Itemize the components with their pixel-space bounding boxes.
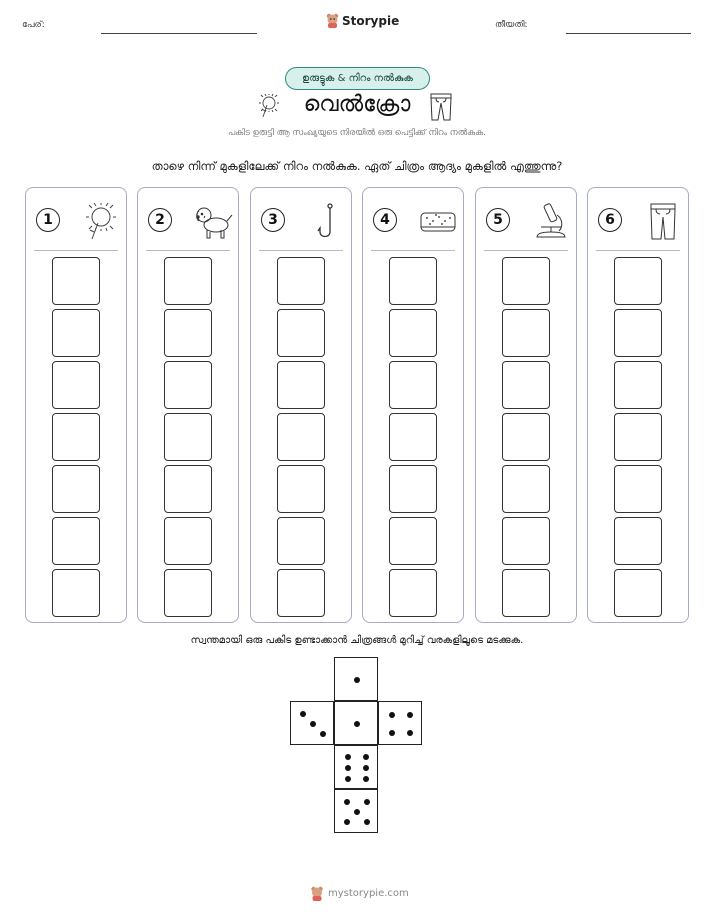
dice-pip xyxy=(354,721,360,727)
column-3 xyxy=(250,187,352,623)
column-2 xyxy=(137,187,239,623)
burr-icon xyxy=(81,201,121,241)
dice-pip xyxy=(364,819,370,825)
pants-icon xyxy=(428,92,454,122)
color-box[interactable] xyxy=(502,361,550,409)
date-line[interactable] xyxy=(566,33,691,34)
dice-face-1[interactable] xyxy=(334,657,378,701)
color-box[interactable] xyxy=(389,361,437,409)
bear-icon xyxy=(326,13,339,28)
dice-pip xyxy=(354,677,360,683)
dice-pip xyxy=(364,799,370,805)
dice-pip xyxy=(300,711,306,717)
name-label: പേര്: xyxy=(22,20,45,30)
color-box[interactable] xyxy=(502,413,550,461)
column-divider xyxy=(371,250,455,251)
color-box[interactable] xyxy=(164,257,212,305)
dice-pip xyxy=(310,721,316,727)
column-4 xyxy=(362,187,464,623)
dice-pip xyxy=(407,712,413,718)
color-box[interactable] xyxy=(164,309,212,357)
subtitle: പകിട ഉരുട്ടി ആ സംഖ്യയുടെ നിരയിൽ ഒരു പെട്ടിക്ക് നിറം നൽകുക. xyxy=(228,128,486,138)
column-number: 6 xyxy=(598,208,622,232)
color-box[interactable] xyxy=(389,465,437,513)
color-box[interactable] xyxy=(164,361,212,409)
color-box[interactable] xyxy=(52,465,100,513)
color-box[interactable] xyxy=(52,257,100,305)
dice-pip xyxy=(363,765,369,771)
dice-pip xyxy=(363,776,369,782)
color-box[interactable] xyxy=(502,569,550,617)
color-box[interactable] xyxy=(277,465,325,513)
column-1 xyxy=(25,187,127,623)
dice-pip xyxy=(345,776,351,782)
column-divider xyxy=(259,250,343,251)
dice-pip xyxy=(320,731,326,737)
color-box[interactable] xyxy=(502,309,550,357)
color-box[interactable] xyxy=(164,517,212,565)
net-instruction: സ്വന്തമായി ഒരു പകിട ഉണ്ടാക്കാൻ ചിത്രങ്ങൾ മുറിച്ച് വരകളിലൂടെ മടക്കുക. xyxy=(190,635,524,646)
page-title: വെൽക്രോ xyxy=(303,92,411,117)
hook-icon xyxy=(306,201,346,241)
color-box[interactable] xyxy=(164,465,212,513)
color-box[interactable] xyxy=(389,569,437,617)
color-box[interactable] xyxy=(277,257,325,305)
dice-pip xyxy=(363,754,369,760)
color-box[interactable] xyxy=(614,309,662,357)
column-5 xyxy=(475,187,577,623)
color-box[interactable] xyxy=(389,257,437,305)
color-box[interactable] xyxy=(389,309,437,357)
storypie-logo xyxy=(326,13,399,28)
color-box[interactable] xyxy=(52,517,100,565)
column-number: 1 xyxy=(36,208,60,232)
date-label: തീയതി: xyxy=(495,20,528,30)
color-box[interactable] xyxy=(614,569,662,617)
dice-face-6[interactable] xyxy=(334,745,378,789)
color-box[interactable] xyxy=(614,361,662,409)
name-line[interactable] xyxy=(101,33,257,34)
bear-icon xyxy=(310,886,324,901)
dice-pip xyxy=(345,754,351,760)
column-divider xyxy=(34,250,118,251)
dice-pip xyxy=(344,819,350,825)
column-divider xyxy=(484,250,568,251)
color-box[interactable] xyxy=(277,569,325,617)
color-box[interactable] xyxy=(277,361,325,409)
dice-face-5[interactable] xyxy=(334,789,378,833)
color-box[interactable] xyxy=(164,569,212,617)
color-box[interactable] xyxy=(52,413,100,461)
dice-face-3[interactable] xyxy=(290,701,334,745)
instruction: താഴെ നിന്ന് മുകളിലേക്ക് നിറം നൽകുക. ഏത് ചിത്രം ആദ്യം മുകളിൽ എത്തുന്നു? xyxy=(151,159,563,173)
dog-icon xyxy=(193,201,233,241)
sponge-icon xyxy=(418,201,458,241)
column-6 xyxy=(587,187,689,623)
logo-text: Storypie xyxy=(342,13,400,28)
column-number: 2 xyxy=(148,208,172,232)
column-number: 4 xyxy=(373,208,397,232)
microscope-icon xyxy=(531,201,571,241)
color-box[interactable] xyxy=(502,257,550,305)
color-box[interactable] xyxy=(52,569,100,617)
color-box[interactable] xyxy=(164,413,212,461)
dice-pip xyxy=(344,799,350,805)
color-box[interactable] xyxy=(502,517,550,565)
dice-pip xyxy=(389,730,395,736)
color-box[interactable] xyxy=(277,413,325,461)
footer xyxy=(310,886,409,901)
footer-url[interactable]: mystorypie.com xyxy=(328,888,409,899)
color-box[interactable] xyxy=(277,309,325,357)
dice-pip xyxy=(389,712,395,718)
color-box[interactable] xyxy=(52,309,100,357)
color-box[interactable] xyxy=(614,413,662,461)
dice-face-4[interactable] xyxy=(378,701,422,745)
color-box[interactable] xyxy=(614,257,662,305)
column-divider xyxy=(146,250,230,251)
color-box[interactable] xyxy=(502,465,550,513)
color-box[interactable] xyxy=(389,517,437,565)
dice-pip xyxy=(345,765,351,771)
pants-icon xyxy=(643,201,683,241)
column-number: 3 xyxy=(261,208,285,232)
dice-face-1[interactable] xyxy=(334,701,378,745)
activity-badge: ഉരുട്ടുക & നിറം നൽകുക xyxy=(285,67,430,90)
column-number: 5 xyxy=(486,208,510,232)
dice-pip xyxy=(407,730,413,736)
color-box[interactable] xyxy=(277,517,325,565)
color-box[interactable] xyxy=(614,517,662,565)
color-box[interactable] xyxy=(389,413,437,461)
color-box[interactable] xyxy=(52,361,100,409)
color-box[interactable] xyxy=(614,465,662,513)
column-divider xyxy=(596,250,680,251)
dice-pip xyxy=(354,809,360,815)
